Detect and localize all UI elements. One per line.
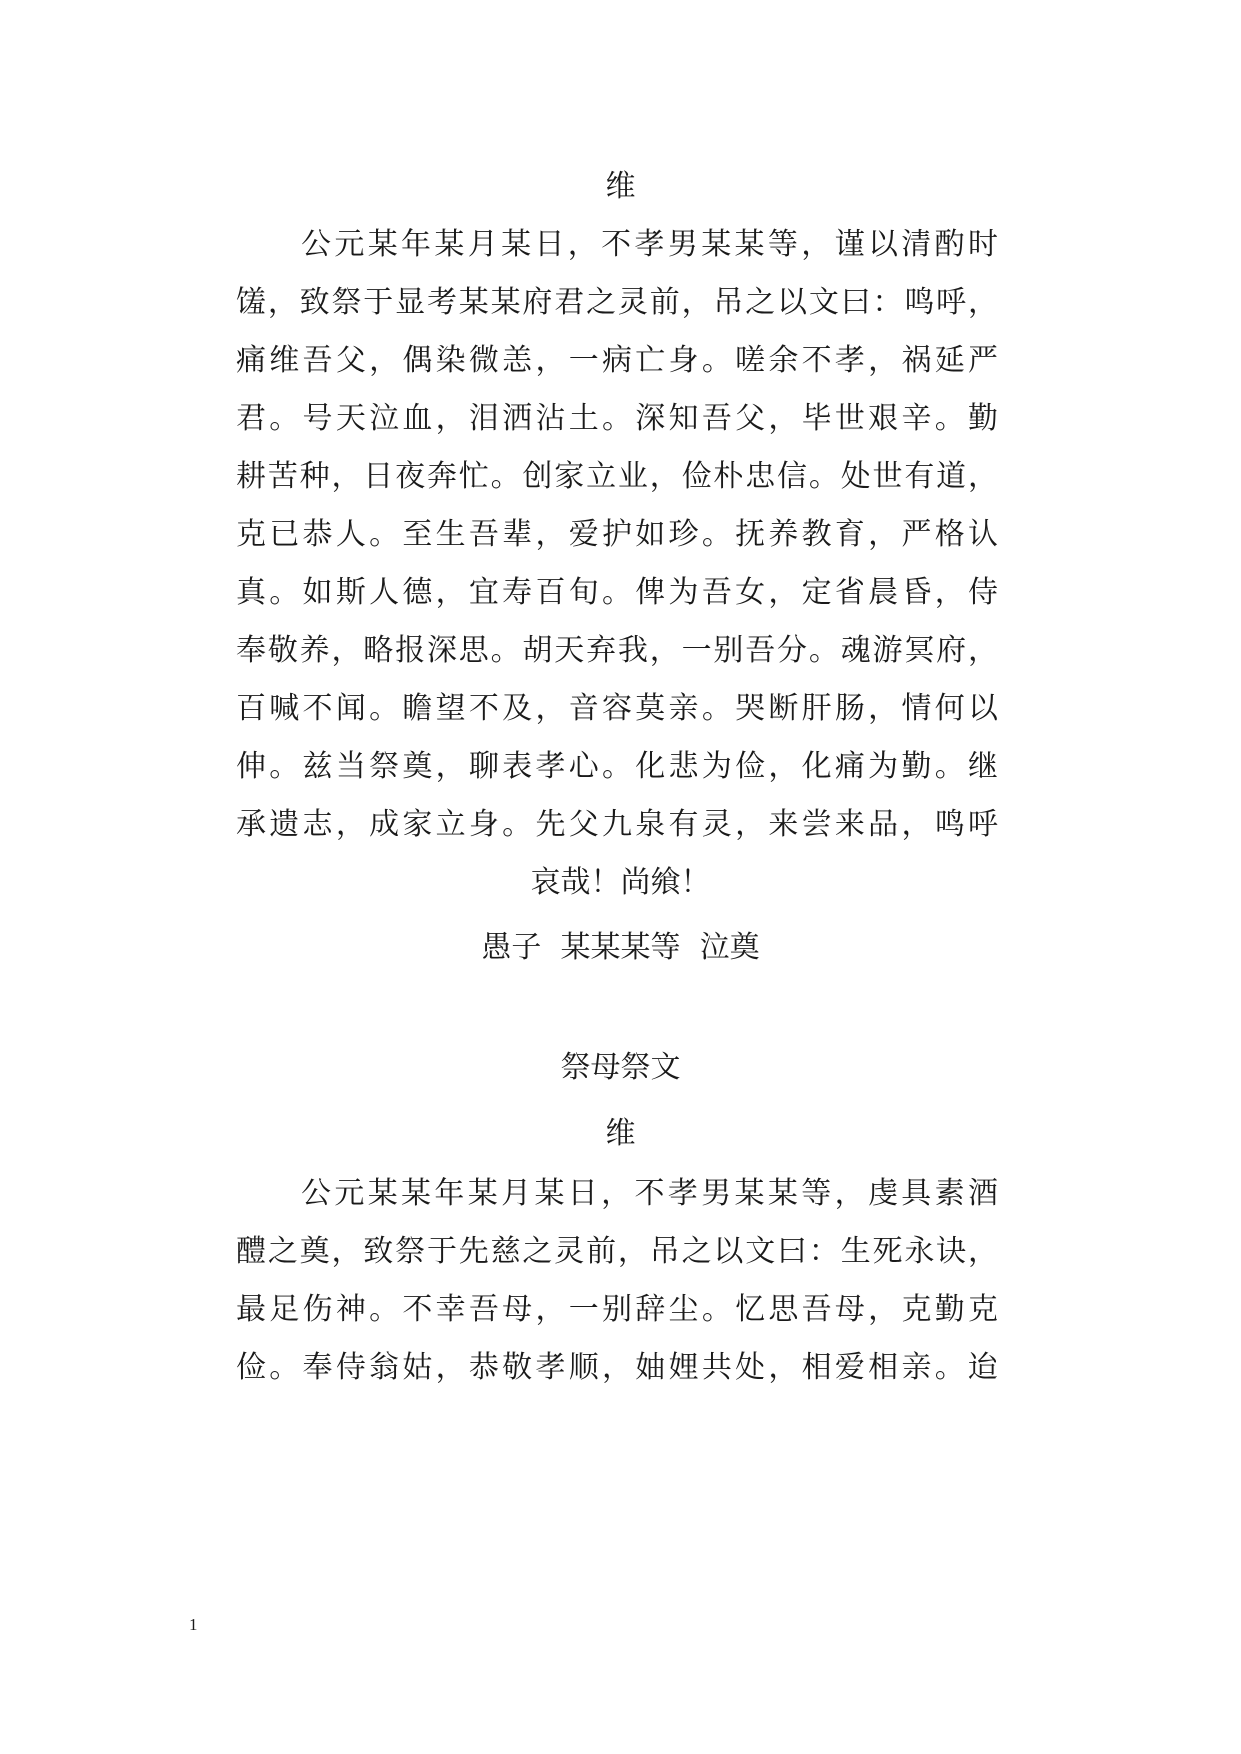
section1-line-8: 奉敬养，略报深思。胡天弃我，一别吾分。魂游冥府， [236, 633, 998, 668]
section2-line-1: 公元某某年某月某日，不孝男某某等，虔具素酒 [301, 1176, 998, 1211]
section1-closing: 哀哉！尚飨！ [530, 865, 711, 900]
section1-line-1: 公元某年某月某日，不孝男某某等，谨以清酌时 [301, 227, 998, 262]
section1-line-4: 君。号天泣血，泪洒沾土。深知吾父，毕世艰辛。勤 [236, 401, 998, 436]
section2-line-2: 醴之奠，致祭于先慈之灵前，吊之以文曰：生死永诀， [236, 1234, 998, 1269]
section1-line-11: 承遗志，成家立身。先父九泉有灵，来尝来品，鸣呼 [236, 807, 998, 842]
section2-line-3: 最足伤神。不幸吾母，一别辞尘。忆思吾母，克勤克 [236, 1292, 998, 1327]
section1-opening: 维 [605, 169, 636, 204]
section1-line-7: 真。如斯人德，宜寿百旬。俾为吾女，定省晨昏，侍 [236, 575, 998, 610]
section1-line-5: 耕苦种，日夜奔忙。创家立业，俭朴忠信。处世有道， [236, 459, 998, 494]
section1-signature: 愚子 某某某等 泣奠 [481, 930, 760, 965]
section2-title: 祭母祭文 [560, 1050, 681, 1085]
page-number: 1 [189, 1615, 198, 1634]
section1-line-9: 百喊不闻。瞻望不及，音容莫亲。哭断肝肠，情何以 [236, 691, 998, 726]
section1-line-6: 克已恭人。至生吾辈，爱护如珍。抚养教育，严格认 [236, 517, 998, 552]
section1-line-2: 馐，致祭于显考某某府君之灵前，吊之以文曰：鸣呼， [236, 285, 998, 320]
section1-line-10: 伸。兹当祭奠，聊表孝心。化悲为俭，化痛为勤。继 [236, 749, 998, 784]
section1-line-3: 痛维吾父，偶染微恙，一病亡身。嗟余不孝，祸延严 [236, 343, 998, 378]
section2-line-4: 俭。奉侍翁姑，恭敬孝顺，妯娌共处，相爱相亲。迨 [236, 1350, 998, 1385]
section2-opening: 维 [605, 1116, 636, 1151]
